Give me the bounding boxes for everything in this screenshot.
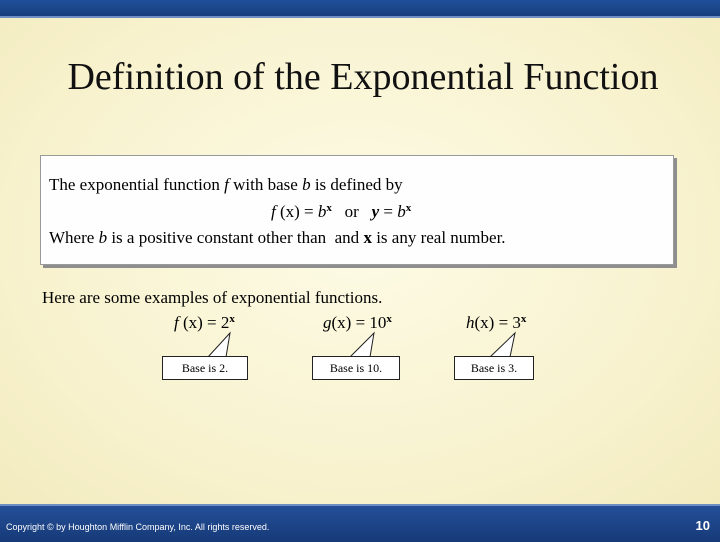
base-symbol: b: [397, 202, 406, 221]
definition-line-1: [49, 175, 403, 195]
base-symbol: b: [98, 228, 108, 247]
copyright-text: Copyright © by Houghton Mifflin Company, Inc. All rights reserved.: [6, 522, 270, 532]
exponent: x: [229, 313, 235, 325]
slide-title: Definition of the Exponential Function: [67, 56, 659, 98]
base-symbol: b: [302, 175, 311, 194]
definition-box: [40, 155, 674, 265]
y-symbol: y: [371, 202, 380, 221]
function-symbol: f: [271, 202, 276, 221]
function-name: f: [174, 313, 179, 332]
examples-intro: Here are some examples of exponential functions.: [42, 288, 383, 307]
page-number: 10: [695, 518, 710, 533]
x-symbol: x: [363, 228, 372, 247]
footer-bar: [0, 504, 720, 542]
text-span: (x) = 2: [178, 313, 230, 332]
top-banner: [0, 0, 720, 18]
definition-line-3: [49, 228, 506, 248]
exponent: x: [520, 313, 527, 325]
function-name: g: [323, 313, 332, 332]
example-f: [174, 313, 235, 333]
text-span: (x) =: [275, 202, 318, 221]
text-span: is a positive constant other than and: [107, 228, 364, 247]
text-span: (x) = 10: [331, 313, 387, 332]
text-span: is any real number.: [371, 228, 506, 247]
callout-base-3: Base is 3.: [454, 356, 534, 380]
exponent: x: [326, 202, 332, 214]
base-symbol: b: [317, 202, 327, 221]
callout-base-10: Base is 10.: [312, 356, 400, 380]
function-name: h: [466, 313, 475, 332]
text-span: (x) = 3: [474, 313, 521, 332]
example-h: [466, 313, 526, 333]
exponent: x: [405, 202, 412, 214]
callout-base-2: Base is 2.: [162, 356, 248, 380]
text-span: =: [379, 202, 398, 221]
exponent: x: [386, 313, 392, 325]
definition-equation: [271, 202, 411, 222]
function-symbol: f: [224, 175, 229, 194]
text-span: with base: [228, 175, 303, 194]
text-span: is defined by: [310, 175, 403, 194]
text-span: Where: [49, 228, 99, 247]
text-span: The exponential function: [49, 175, 225, 194]
text-span: or: [331, 202, 372, 221]
example-g: [323, 313, 392, 333]
